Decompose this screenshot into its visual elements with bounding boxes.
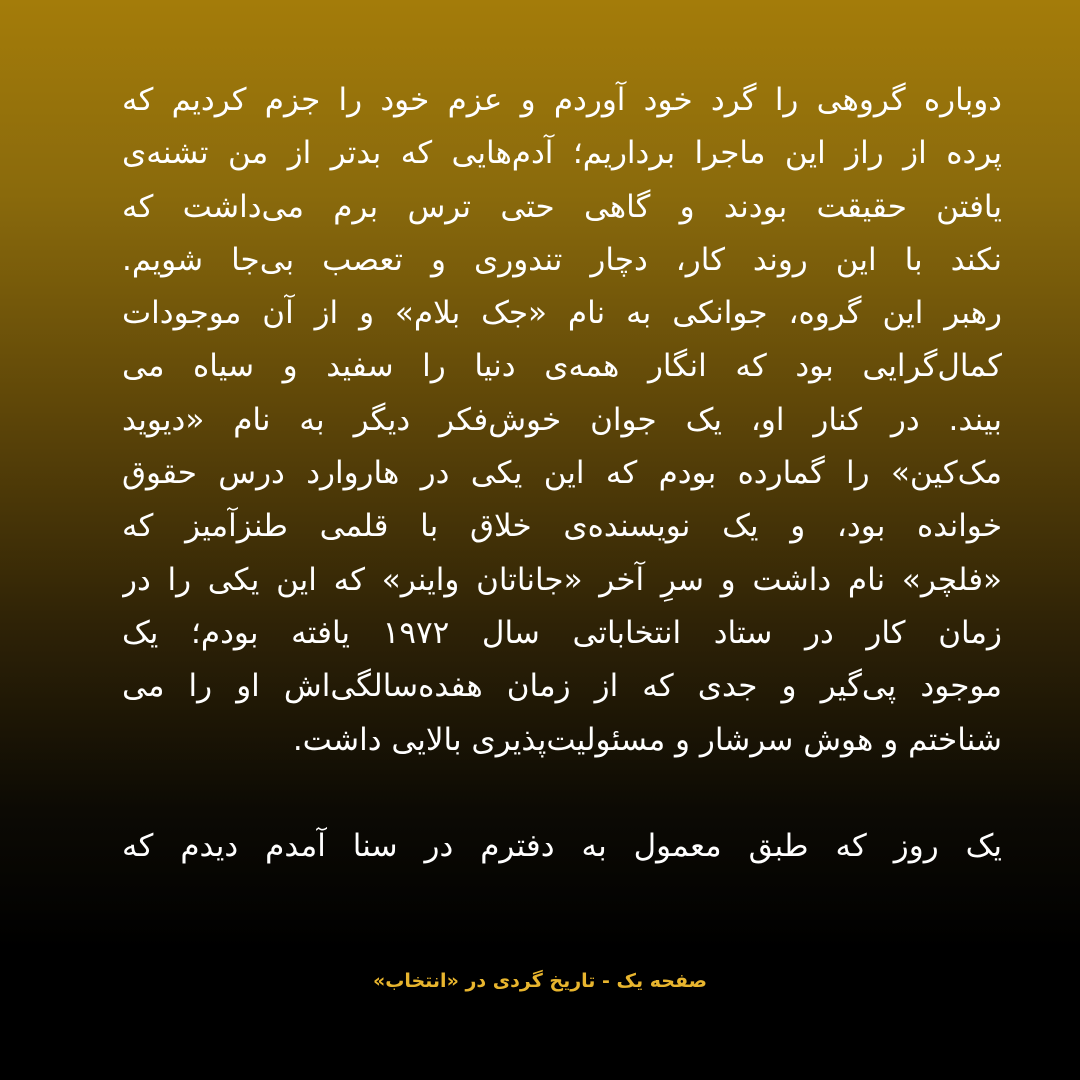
paragraph-1 (122, 74, 1002, 767)
text-line: مک‌کین» را گمارده بودم که این یکی در هاروارد درس حقوق (122, 455, 1002, 492)
text-line: شناختم و هوش سرشار و مسئولیت‌پذیری بالایی داشت. (292, 721, 1002, 758)
text-line: «فلچر» نام داشت و سرِ آخر «جاناتان واینر» که این یکی را در (122, 561, 1002, 598)
text-line: زمان کار در ستاد انتخاباتی سال ۱۹۷۲ یافته بودم؛ یک (122, 614, 1002, 651)
text-line: یک روز که طبق معمول به دفترم در سنا آمدم دیدم که (122, 828, 1002, 865)
page-footer: صفحه یک - تاریخ گردی در «انتخاب» (372, 970, 708, 992)
text-line: موجود پی‌گیر و جدی که از زمان هفده‌سالگی‌اش او را می (122, 668, 1002, 705)
text-line: بیند. در کنار او، یک جوان خوش‌فکر دیگر به نام «دیوید (122, 401, 1002, 438)
paragraph-2 (122, 820, 1002, 873)
text-line: یافتن حقیقت بودند و گاهی حتی ترس برم می‌داشت که (122, 188, 1002, 225)
text-line: دوباره گروهی را گرد خود آوردم و عزم خود را جزم کردیم که (122, 82, 1002, 118)
text-line: پرده از راز این ماجرا برداریم؛ آدم‌هایی که بدتر از من تشنه‌ی (122, 135, 1002, 172)
body-text (122, 74, 1002, 873)
paragraph-gap (122, 767, 1002, 820)
text-line: رهبر این گروه، جوانکی به نام «جک بلام» و از آن موجودات (122, 295, 1002, 332)
text-line: کمال‌گرایی بود که انگار همه‌ی دنیا را سفید و سیاه می (122, 348, 1002, 385)
text-line: نکند با این روند کار، دچار تندوری و تعصب بی‌جا شویم. (122, 241, 1002, 278)
text-line: خوانده بود، و یک نویسنده‌ی خلاق با قلمی طنزآمیز که (122, 508, 1002, 545)
